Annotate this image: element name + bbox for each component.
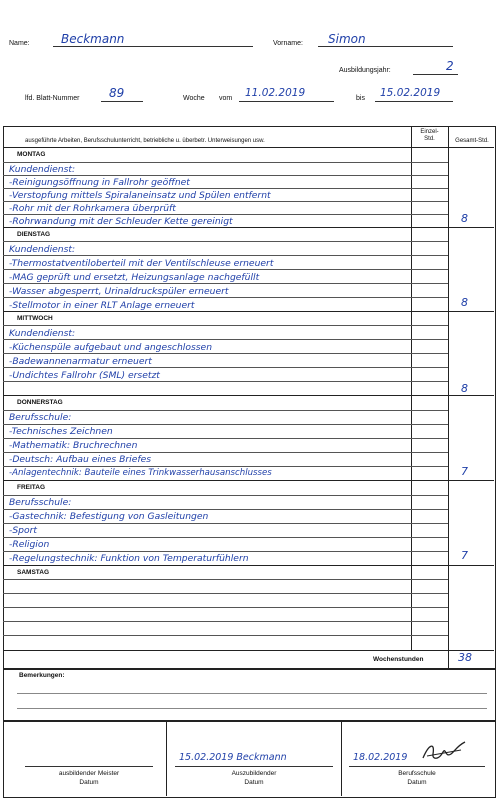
bemerkungen-line bbox=[17, 693, 487, 694]
schule-date: 18.02.2019 bbox=[353, 752, 408, 763]
col-divider-gesamt bbox=[448, 126, 449, 668]
schule-date-label: Datum bbox=[407, 779, 427, 786]
table-header-divider bbox=[3, 147, 494, 148]
bemerkungen-line bbox=[17, 708, 487, 709]
schule-label: Berufsschule bbox=[398, 770, 436, 777]
vom-label: vom bbox=[219, 95, 233, 102]
thursday-entry: -Mathematik: Bruchrechnen bbox=[9, 440, 138, 451]
friday-entry: -Regelungstechnik: Funktion von Temperaturfühlern bbox=[9, 553, 249, 564]
azubi-date-label: Datum bbox=[244, 779, 264, 786]
col-divider-einzel bbox=[411, 126, 412, 650]
name-underline bbox=[53, 46, 253, 47]
monday-entry: -Reinigungsöffnung in Fallrohr geöffnet bbox=[9, 177, 190, 188]
day-monday: MONTAG bbox=[17, 151, 46, 158]
tuesday-entry: Kundendienst: bbox=[9, 244, 76, 255]
wednesday-entry: -Undichtes Fallrohr (SML) ersetzt bbox=[9, 370, 160, 381]
meister-date-label: Datum bbox=[79, 779, 99, 786]
wednesday-entry: -Badewannenarmatur erneuert bbox=[9, 356, 152, 367]
separator-mit-don bbox=[3, 395, 494, 396]
separator-don-fre bbox=[3, 480, 494, 481]
ausbildungsjahr-underline bbox=[413, 74, 458, 75]
col-einzel-header: Einzel- Std. bbox=[420, 129, 439, 142]
azubi-signature: 15.02.2019 Beckmann bbox=[179, 752, 287, 763]
meister-label: ausbildender Meister bbox=[58, 770, 120, 777]
col-gesamt-header: Gesamt-Std. bbox=[455, 138, 489, 144]
separator-die-mit bbox=[3, 311, 494, 312]
bemerkungen-label: Bemerkungen: bbox=[19, 672, 65, 679]
day-wednesday: MITTWOCH bbox=[17, 315, 53, 322]
name-label: Name: bbox=[9, 40, 30, 47]
thursday-hours: 7 bbox=[461, 465, 468, 478]
tuesday-entry: -Stellmotor in einer RLT Anlage erneuert bbox=[9, 300, 195, 311]
wednesday-hours: 8 bbox=[461, 382, 468, 395]
thursday-entry: -Technisches Zeichnen bbox=[9, 426, 113, 437]
wochenstunden-value: 38 bbox=[458, 651, 472, 664]
ausbildungsjahr-value: 2 bbox=[446, 59, 454, 73]
friday-entry: Berufsschule: bbox=[9, 497, 72, 508]
bis-value: 15.02.2019 bbox=[380, 87, 441, 99]
tuesday-entry: -Thermostatventiloberteil mit der Ventilschleuse erneuert bbox=[9, 258, 274, 269]
thursday-entry: Berufsschule: bbox=[9, 412, 72, 423]
report-sheet bbox=[3, 0, 496, 796]
friday-entry: -Gastechnik: Befestigung von Gasleitungen bbox=[9, 511, 209, 522]
thursday-entry: -Deutsch: Aufbau eines Briefes bbox=[9, 454, 152, 465]
tuesday-hours: 8 bbox=[461, 296, 468, 309]
monday-entry: Kundendienst: bbox=[9, 164, 76, 175]
vorname-value: Simon bbox=[328, 32, 366, 46]
bemerkungen-box bbox=[3, 668, 496, 722]
monday-entry: -Rohrwandung mit der Schleuder Kette gereinigt bbox=[9, 216, 233, 227]
monday-hours: 8 bbox=[461, 212, 468, 225]
day-thursday: DONNERSTAG bbox=[17, 399, 63, 406]
azubi-signature-line bbox=[175, 766, 333, 767]
tuesday-entry: -MAG geprüft und ersetzt, Heizungsanlage nachgefüllt bbox=[9, 272, 260, 283]
wochenstunden-label: Wochenstunden bbox=[373, 656, 424, 663]
blatt-label: lfd. Blatt-Nummer bbox=[25, 95, 80, 102]
bis-label: bis bbox=[356, 95, 365, 102]
vom-value: 11.02.2019 bbox=[245, 87, 306, 99]
vom-underline bbox=[239, 101, 334, 102]
vorname-underline bbox=[318, 46, 453, 47]
separator-fre-sam bbox=[3, 565, 494, 566]
schule-signature-line bbox=[349, 766, 485, 767]
azubi-label: Auszubildender bbox=[231, 770, 277, 777]
vorname-label: Vorname: bbox=[273, 40, 303, 47]
blatt-value: 89 bbox=[109, 86, 125, 100]
wednesday-entry: -Küchenspüle aufgebaut und angeschlossen bbox=[9, 342, 213, 353]
name-value: Beckmann bbox=[61, 32, 125, 46]
friday-entry: -Sport bbox=[9, 525, 37, 536]
monday-entry: -Rohr mit der Rohrkamera überprüft bbox=[9, 203, 176, 214]
woche-label: Woche bbox=[183, 95, 205, 102]
wednesday-entry: Kundendienst: bbox=[9, 328, 76, 339]
monday-entry: -Verstopfung mittels Spiralaneinsatz und Spülen entfernt bbox=[9, 190, 271, 201]
signature-divider bbox=[166, 720, 167, 796]
ausbildungsjahr-label: Ausbildungsjahr: bbox=[339, 67, 391, 74]
thursday-entry: -Anlagentechnik: Bauteile eines Trinkwasserhausanschlusses bbox=[9, 468, 272, 478]
tuesday-entry: -Wasser abgesperrt, Urinaldruckspüler erneuert bbox=[9, 286, 229, 297]
friday-entry: -Religion bbox=[9, 539, 50, 550]
meister-signature-line bbox=[25, 766, 153, 767]
signature-divider bbox=[341, 720, 342, 796]
blatt-underline bbox=[101, 101, 143, 102]
day-friday: FREITAG bbox=[17, 484, 46, 491]
col-main-header: ausgeführte Arbeiten, Berufsschulunterricht, betriebliche u. überbetr. Unterweisungen usw. bbox=[25, 138, 265, 144]
bis-underline bbox=[375, 101, 453, 102]
schule-signature-mark bbox=[421, 738, 467, 764]
day-tuesday: DIENSTAG bbox=[17, 231, 51, 238]
friday-hours: 7 bbox=[461, 549, 468, 562]
day-saturday: SAMSTAG bbox=[17, 569, 50, 576]
separator-mon-die bbox=[3, 227, 494, 228]
